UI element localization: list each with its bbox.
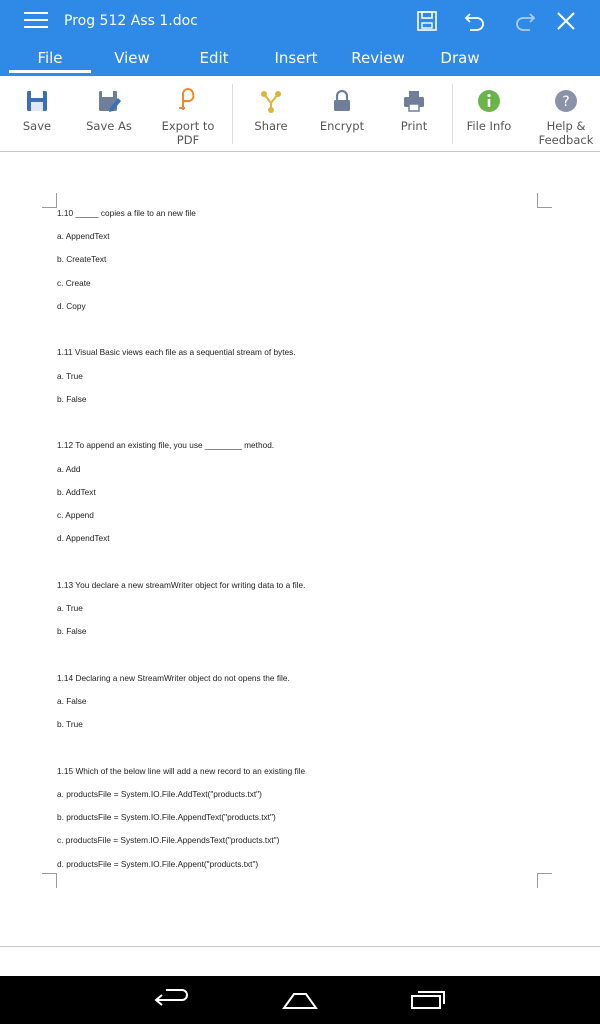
file-info-button[interactable] bbox=[456, 76, 522, 152]
lock-icon bbox=[329, 88, 355, 114]
question-line: 1.14 Declaring a new StreamWriter object do not opens the file. bbox=[57, 673, 290, 683]
question-line: 1.10 _____ copies a file to an new file bbox=[57, 208, 196, 218]
tab-draw[interactable]: Draw bbox=[440, 49, 480, 67]
help-feedback-button[interactable] bbox=[532, 76, 600, 152]
ribbon-divider bbox=[232, 84, 233, 144]
back-icon[interactable] bbox=[152, 986, 192, 1014]
save-icon[interactable] bbox=[414, 8, 440, 34]
answer-line: b. productsFile = System.IO.File.AppendText("products.txt") bbox=[57, 812, 276, 822]
answer-line: b. CreateText bbox=[57, 254, 107, 264]
question-line: 1.11 Visual Basic views each file as a sequential stream of bytes. bbox=[57, 347, 296, 357]
page-corner-mark bbox=[42, 873, 57, 888]
save-label: Save bbox=[22, 119, 52, 133]
tab-view[interactable]: View bbox=[114, 49, 150, 67]
answer-line: c. Create bbox=[57, 278, 91, 288]
answer-line: d. Copy bbox=[57, 301, 86, 311]
close-icon[interactable] bbox=[553, 8, 579, 34]
recents-icon[interactable] bbox=[408, 986, 448, 1014]
save-as-icon bbox=[96, 88, 122, 114]
save-as-button[interactable] bbox=[74, 76, 144, 152]
save-button[interactable] bbox=[4, 76, 70, 152]
share-icon bbox=[258, 88, 284, 114]
document-title: Prog 512 Ass 1.doc bbox=[64, 13, 198, 29]
document-footer-area bbox=[0, 946, 600, 976]
print-button[interactable] bbox=[382, 76, 446, 152]
answer-line: b. AddText bbox=[57, 487, 96, 497]
page-corner-mark bbox=[42, 193, 57, 208]
tab-file[interactable]: File bbox=[37, 49, 63, 67]
pdf-export-icon bbox=[175, 88, 201, 114]
answer-line: b. False bbox=[57, 394, 87, 404]
save-as-label: Save As bbox=[86, 119, 132, 133]
ribbon-divider bbox=[452, 84, 453, 144]
answer-line: a. True bbox=[57, 371, 83, 381]
answer-line: d. AppendText bbox=[57, 533, 110, 543]
answer-line: b. False bbox=[57, 626, 87, 636]
question-line: 1.13 You declare a new streamWriter object for writing data to a file. bbox=[57, 580, 306, 590]
export-label-line1: Export to bbox=[161, 119, 215, 133]
hamburger-menu-icon[interactable] bbox=[24, 12, 48, 28]
undo-icon[interactable] bbox=[462, 8, 488, 34]
file-info-label: File Info bbox=[466, 119, 512, 133]
share-label: Share bbox=[254, 119, 288, 133]
answer-line: b. True bbox=[57, 719, 83, 729]
tab-review[interactable]: Review bbox=[351, 49, 405, 67]
answer-line: c. Append bbox=[57, 510, 94, 520]
title-bar bbox=[0, 0, 600, 42]
share-button[interactable] bbox=[238, 76, 304, 152]
tab-insert[interactable]: Insert bbox=[274, 49, 318, 67]
print-label: Print bbox=[400, 119, 428, 133]
home-icon[interactable] bbox=[280, 986, 320, 1014]
file-ribbon bbox=[0, 76, 600, 152]
floppy-disk-icon bbox=[24, 88, 50, 114]
document-canvas[interactable] bbox=[0, 153, 600, 946]
answer-line: a. Add bbox=[57, 464, 81, 474]
info-icon bbox=[476, 88, 502, 114]
answer-line: d. productsFile = System.IO.File.Appent("products.txt") bbox=[57, 859, 259, 869]
export-label-line2: PDF bbox=[176, 133, 200, 147]
encrypt-label: Encrypt bbox=[319, 119, 365, 133]
encrypt-button[interactable] bbox=[308, 76, 376, 152]
answer-line: a. True bbox=[57, 603, 83, 613]
help-label-line1: Help & bbox=[546, 119, 586, 133]
system-navigation-bar bbox=[0, 976, 600, 1024]
answer-line: a. productsFile = System.IO.File.AddText("products.txt") bbox=[57, 789, 262, 799]
export-label bbox=[150, 119, 226, 147]
redo-icon[interactable] bbox=[512, 8, 538, 34]
active-tab-indicator bbox=[9, 70, 91, 73]
tab-edit[interactable]: Edit bbox=[199, 49, 229, 67]
question-line: 1.15 Which of the below line will add a new record to an existing file bbox=[57, 766, 306, 776]
svg-text:?: ? bbox=[562, 94, 570, 110]
answer-line: a. False bbox=[57, 696, 87, 706]
page-corner-mark bbox=[537, 193, 552, 208]
help-label bbox=[532, 119, 600, 147]
answer-line: c. productsFile = System.IO.File.AppendsText("products.txt") bbox=[57, 835, 280, 845]
printer-icon bbox=[401, 88, 427, 114]
page-corner-mark bbox=[537, 873, 552, 888]
question-line: 1.12 To append an existing file, you use ________ method. bbox=[57, 440, 275, 450]
help-icon bbox=[553, 88, 579, 114]
export-to-pdf-button[interactable] bbox=[150, 76, 226, 152]
answer-line: a. AppendText bbox=[57, 231, 110, 241]
help-label-line2: Feedback bbox=[538, 133, 594, 147]
